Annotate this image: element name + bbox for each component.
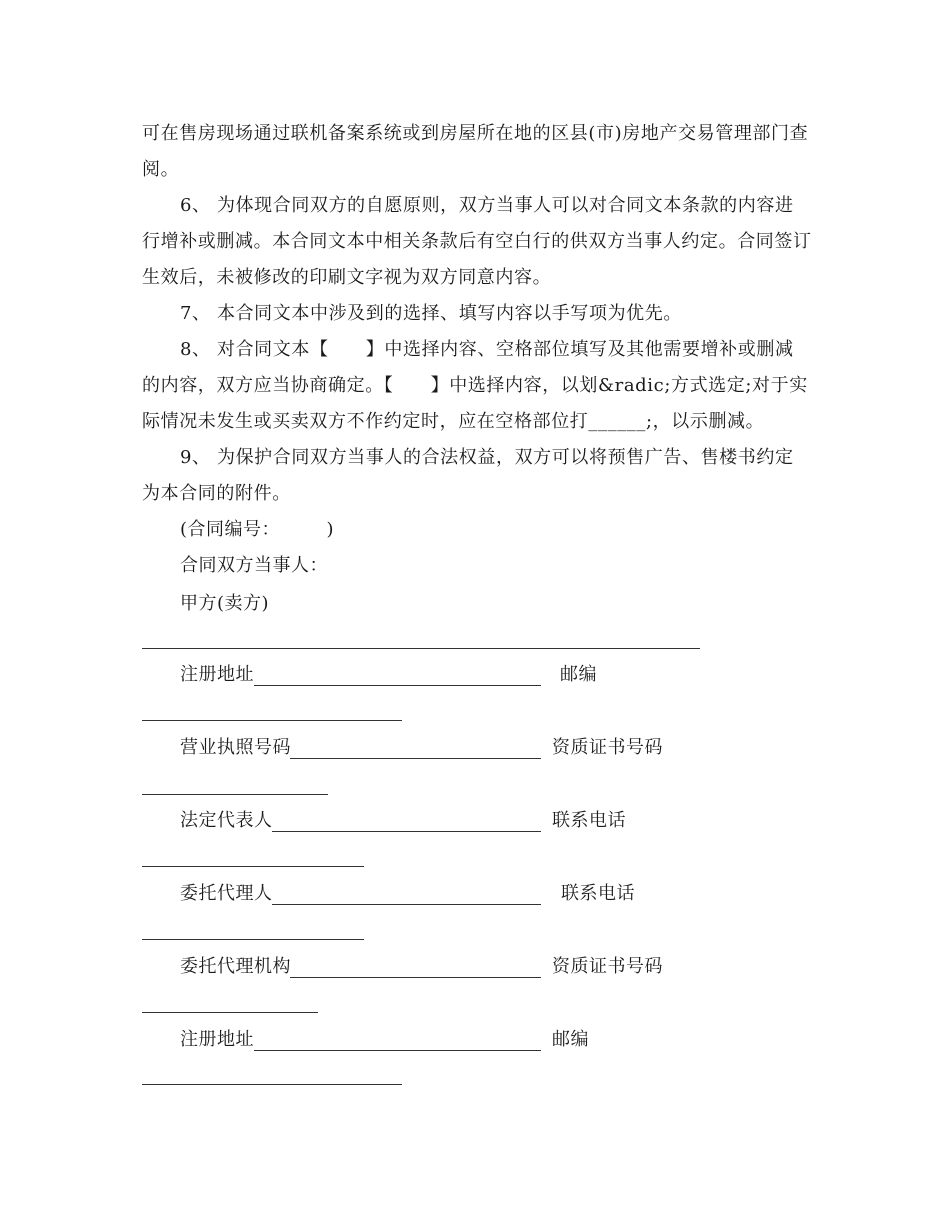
field-right-label: 邮编 [560,664,597,685]
paragraph-continuation: 可在售房现场通过联机备案系统或到房屋所在地的区县(市)房地产交易管理部门查阅。 [142,123,809,180]
contract-number: (合同编号： ) [180,519,335,540]
field-right-label: 资质证书号码 [552,956,663,977]
field-label: 法定代表人 [180,810,273,831]
field-right-blank[interactable] [142,720,402,721]
field-blank[interactable] [254,685,541,686]
contract-parties-heading: 合同双方当事人： [180,555,328,576]
paragraph-7: 7、 本合同文本中涉及到的选择、填写内容以手写项为优先。 [180,303,682,324]
field-label: 营业执照号码 [180,737,291,758]
field-right-label: 联系电话 [552,810,626,831]
field-blank[interactable] [290,758,541,759]
party-a-name-blank[interactable] [142,648,700,649]
field-blank[interactable] [254,1050,541,1051]
field-right-blank[interactable] [142,1084,402,1085]
party-a-heading: 甲方(卖方) [180,593,270,614]
field-label: 委托代理人 [180,883,273,904]
field-right-blank[interactable] [142,866,364,867]
field-right-label: 资质证书号码 [552,737,663,758]
paragraph-8: 8、 对合同文本【 】中选择内容、空格部位填写及其他需要增补或删减的内容，双方应当协商确定。【 】中选择内容，以划&radic;方式选定;对于实际情况未发生或买卖双方不作约定时，应在空格部位打______;，以示删减。 [142,339,808,432]
field-label: 注册地址 [180,1029,254,1050]
field-right-label: 邮编 [552,1029,589,1050]
field-right-label: 联系电话 [561,883,635,904]
field-label: 注册地址 [180,664,254,685]
field-label: 委托代理机构 [180,956,291,977]
field-right-blank[interactable] [142,794,328,795]
field-right-blank[interactable] [142,1012,318,1013]
field-blank[interactable] [290,977,541,978]
paragraph-9: 9、 为保护合同双方当事人的合法权益，双方可以将预售广告、售楼书约定为本合同的附件。 [142,447,794,504]
field-blank[interactable] [272,831,541,832]
field-right-blank[interactable] [142,939,364,940]
paragraph-6: 6、 为体现合同双方的自愿原则，双方当事人可以对合同文本条款的内容进行增补或删减。本合同文本中相关条款后有空白行的供双方当事人约定。合同签订生效后，未被修改的印刷文字视为双方同意内容。 [142,195,812,288]
field-blank[interactable] [272,904,541,905]
